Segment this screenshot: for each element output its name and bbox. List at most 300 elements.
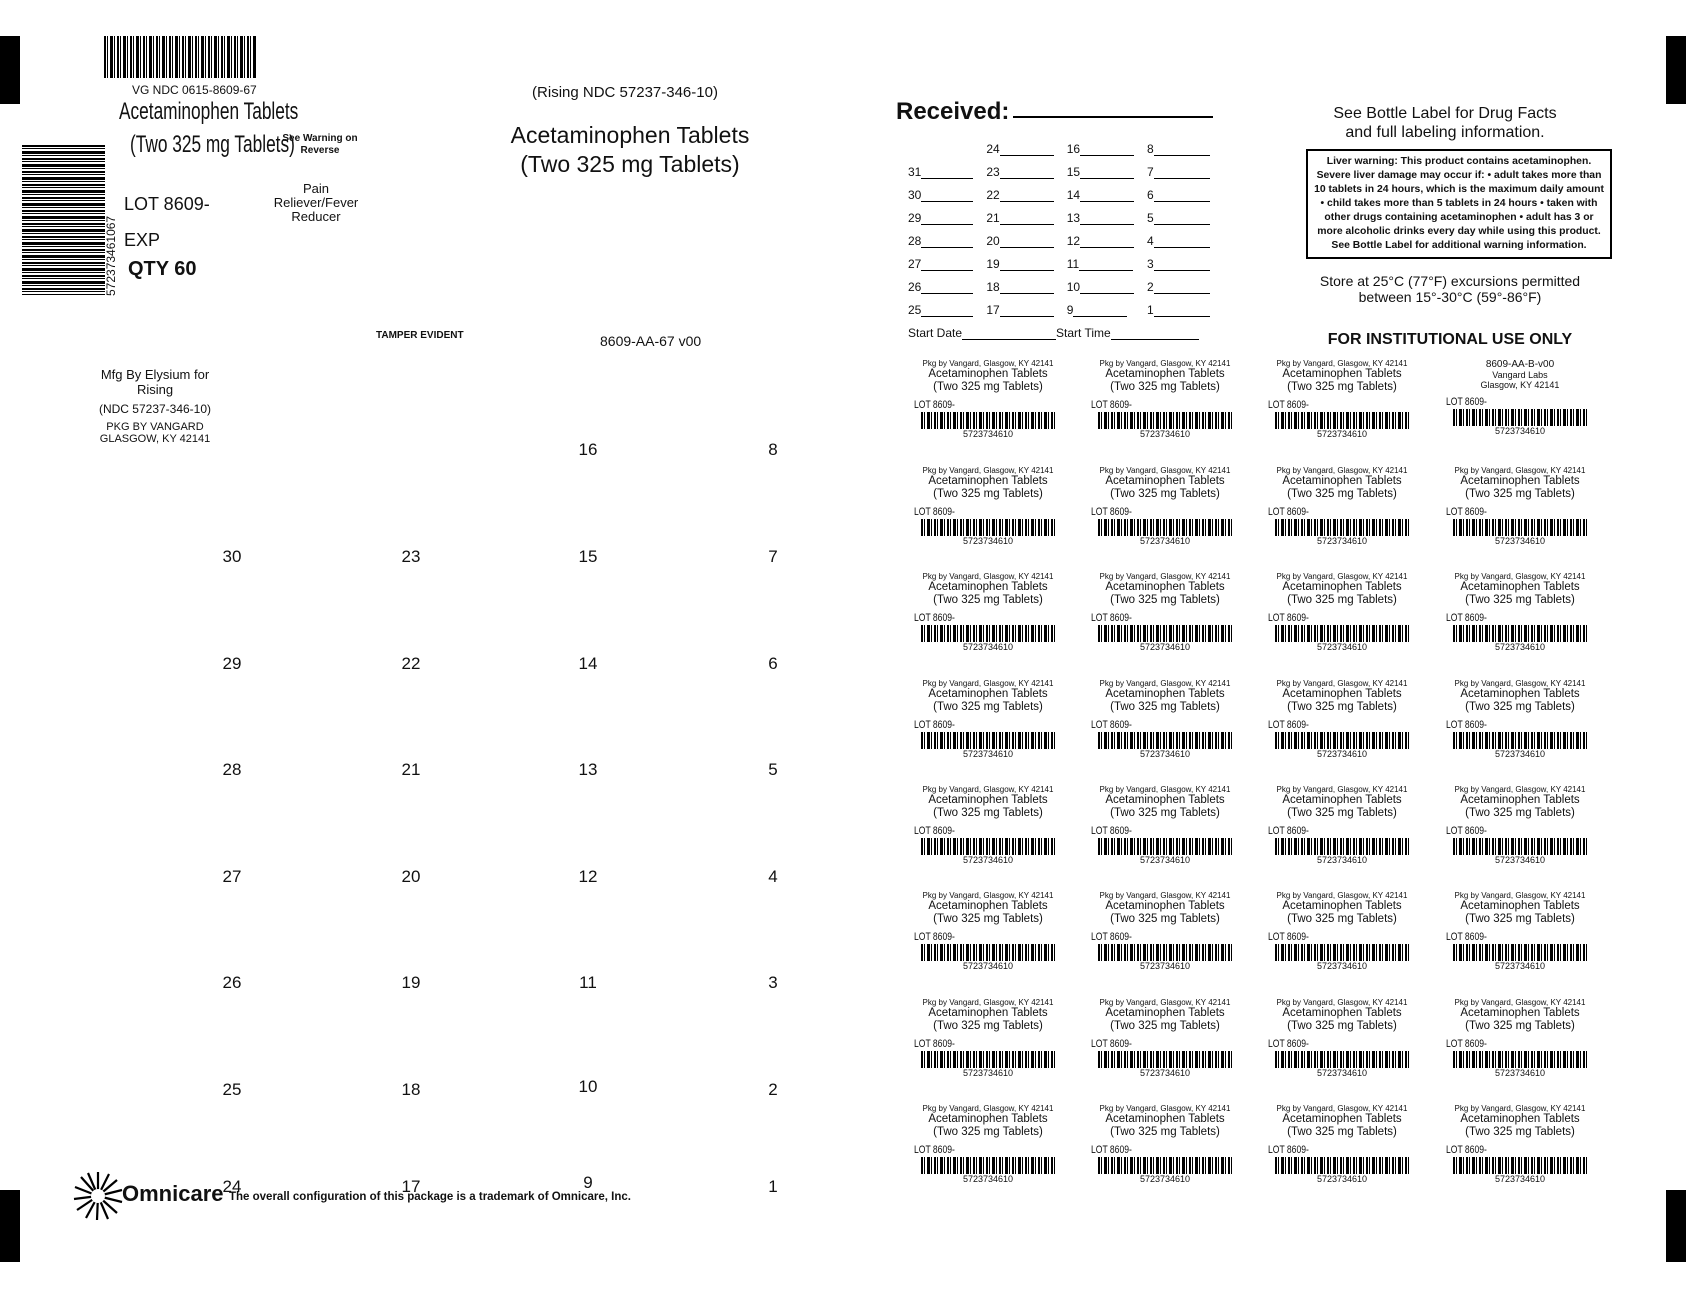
package-code: 8609-AA-67 v00 [600,333,702,349]
log-day: 9 [1066,303,1074,317]
sticker-pkg: Pkg by Vangard, Glasgow, KY 42141 [1276,891,1408,900]
sticker-pkg: Pkg by Vangard, Glasgow, KY 42141 [1099,891,1231,900]
label-sticker[interactable] [1262,891,1422,991]
sticker-barcode [921,944,1055,961]
sticker-pkg: Pkg by Vangard, Glasgow, KY 42141 [1454,891,1586,900]
sticker-barcode [1098,1051,1232,1068]
label-sticker[interactable] [1262,1104,1422,1204]
title-line2: (Two 325 mg Tablets) [520,151,740,177]
sticker-pkg: Pkg by Vangard, Glasgow, KY 42141 [1099,1104,1231,1113]
liver-warning-box [1306,149,1612,259]
log-cell [908,280,983,294]
sticker-name-line1: Acetaminophen Tablets [928,794,1048,806]
sticker-barcode [1098,519,1232,536]
log-day: 5 [1147,211,1154,225]
sticker-name-line2: (Two 325 mg Tablets) [1110,700,1220,713]
log-row-4 [908,211,1217,225]
sticker-pkg: Pkg by Vangard, Glasgow, KY 42141 [1099,359,1231,368]
sticker-name-line1: Acetaminophen Tablets [1282,475,1402,487]
sticker-name-line2: (Two 325 mg Tablets) [1465,1019,1575,1032]
log-day: 17 [986,303,1000,317]
sticker-pkg: Pkg by Vangard, Glasgow, KY 42141 [1454,679,1586,688]
sticker-barcode-number: 5723734610 [1316,536,1368,546]
log-cell [908,211,983,225]
log-line[interactable] [1154,212,1210,225]
sticker-pkg: Pkg by Vangard, Glasgow, KY 42141 [922,1104,1054,1113]
log-line[interactable] [1154,143,1210,156]
log-line[interactable] [1000,212,1054,225]
log-day: 26 [908,280,922,294]
sticker-barcode [1453,409,1587,426]
sticker-name-line1: Acetaminophen Tablets [928,900,1048,912]
vertical-barcode-digits: 57237346106 [104,222,118,296]
sticker-barcode [1098,1157,1232,1174]
received-label: Received: [896,98,1010,125]
day-8: 8 [768,440,778,459]
log-cell [986,303,1063,317]
sticker-name-line2: (Two 325 mg Tablets) [1287,1125,1397,1138]
sticker-barcode-number: 5723734610 [962,855,1014,865]
log-cell [986,234,1063,248]
sticker-barcode-number: 5723734610 [1139,961,1191,971]
registration-mark-top-right [1666,36,1686,104]
log-line[interactable] [921,166,973,179]
log-cell [986,165,1063,179]
sticker-name-line2: (Two 325 mg Tablets) [1287,1019,1397,1032]
log-line[interactable] [1000,189,1054,202]
day-16: 16 [578,440,598,459]
sticker-barcode [1453,519,1587,536]
sticker-name-line1: Acetaminophen Tablets [1105,475,1225,487]
sticker-barcode-number: 5723734610 [1139,429,1191,439]
log-line[interactable] [1154,281,1210,294]
log-day: 13 [1066,211,1081,225]
sticker-barcode [1453,732,1587,749]
day-10: 10 [578,1077,598,1096]
sticker-barcode [921,625,1055,642]
log-cell [908,303,983,317]
log-cell [908,257,983,271]
sticker-pkg: Pkg by Vangard, Glasgow, KY 42141 [1099,466,1231,475]
log-cell [1147,188,1217,202]
log-cell [1067,303,1144,317]
lot-number: LOT 8609- [124,194,210,214]
label-sticker[interactable] [908,998,1068,1098]
log-cell [1067,165,1144,179]
sticker-barcode-number: 5723734610 [1494,961,1546,971]
sticker-barcode-number: 5723734610 [1316,642,1368,652]
warning-line: more alcoholic drinks every day while using this product. [1317,226,1601,237]
label-sticker[interactable] [908,466,1068,566]
sticker-name-line2: (Two 325 mg Tablets) [1110,912,1220,925]
sticker-labs: Vangard Labs [1492,370,1548,380]
sticker-barcode-number: 5723734610 [1139,1068,1191,1078]
sticker-barcode [1275,625,1409,642]
sticker-name-line1: Acetaminophen Tablets [1460,1007,1580,1019]
sticker-pkg: Pkg by Vangard, Glasgow, KY 42141 [1454,998,1586,1007]
log-line[interactable] [1079,258,1133,271]
label-sticker[interactable] [908,891,1068,991]
received-line [1013,116,1213,118]
sticker-barcode [921,519,1055,536]
log-day: 8 [1147,142,1154,156]
label-sticker[interactable] [1085,785,1245,885]
sticker-lot: LOT 8609- [1446,1038,1487,1050]
sticker-pkg: Pkg by Vangard, Glasgow, KY 42141 [922,998,1054,1007]
sticker-barcode [921,838,1055,855]
sticker-pkg: Pkg by Vangard, Glasgow, KY 42141 [1099,679,1231,688]
sticker-lot: LOT 8609- [1268,399,1309,411]
sticker-barcode [1275,838,1409,855]
label-sticker[interactable] [1262,466,1422,566]
log-cell [1067,142,1144,156]
log-row-7 [908,280,1217,294]
sticker-lot: LOT 8609- [1446,1144,1487,1156]
sticker-name-line1: Acetaminophen Tablets [928,581,1048,593]
log-line[interactable] [1000,166,1054,179]
sticker-barcode-number: 5723734610 [1139,1174,1191,1184]
day-1: 1 [768,1177,778,1196]
product-use: Pain Reliever/Fever Reducer [273,181,359,224]
day-22: 22 [401,654,421,673]
log-day: 24 [986,142,1000,156]
sticker-barcode [921,1051,1055,1068]
log-line[interactable] [921,212,973,225]
label-sticker[interactable] [908,572,1068,672]
log-line[interactable] [1080,143,1134,156]
sticker-name-line1: Acetaminophen Tablets [1105,1007,1225,1019]
log-row-5 [908,234,1217,248]
sticker-name-line1: Acetaminophen Tablets [1282,581,1402,593]
vg-ndc: VG NDC 0615-8609-67 [132,83,257,97]
sticker-name-line1: Acetaminophen Tablets [1105,794,1225,806]
day-14: 14 [578,654,598,673]
label-sticker[interactable] [908,679,1068,779]
omnicare-sunburst-icon [72,1170,124,1222]
sticker-barcode [921,412,1055,429]
log-day: 14 [1066,188,1081,202]
sticker-pkg: Pkg by Vangard, Glasgow, KY 42141 [1454,785,1586,794]
label-sticker[interactable] [1085,998,1245,1098]
label-sticker[interactable] [1440,998,1600,1098]
drug-name-line2: (Two 325 mg Tablets) [130,131,295,158]
sticker-barcode [1453,1051,1587,1068]
log-line[interactable] [1000,258,1054,271]
log-cell [1067,188,1144,202]
label-sticker[interactable] [1262,679,1422,779]
sticker-name-line1: Acetaminophen Tablets [1282,1113,1402,1125]
sticker-name-line2: (Two 325 mg Tablets) [1465,593,1575,606]
sticker-barcode [1275,1051,1409,1068]
sticker-pkg: Pkg by Vangard, Glasgow, KY 42141 [922,679,1054,688]
sticker-lot: LOT 8609- [914,399,955,411]
title-line1: Acetaminophen Tablets [510,122,750,148]
log-row-8 [908,303,1217,317]
sticker-name-line1: Acetaminophen Tablets [1282,688,1402,700]
sticker-name-line1: Acetaminophen Tablets [928,1113,1048,1125]
label-sticker[interactable] [1262,359,1422,459]
label-sticker[interactable] [1440,1104,1600,1204]
label-sticker[interactable] [1085,466,1245,566]
log-line[interactable] [1154,235,1210,248]
log-line[interactable] [1154,166,1210,179]
sticker-name-line2: (Two 325 mg Tablets) [1465,487,1575,500]
sticker-barcode [1453,944,1587,961]
day-19: 19 [401,973,421,992]
label-sticker[interactable] [1262,572,1422,672]
mfg-line1: Mfg By Elysium for [100,367,210,382]
sticker-name-line2: (Two 325 mg Tablets) [1110,380,1220,393]
log-row-3 [908,188,1217,202]
log-line[interactable] [1154,304,1210,317]
log-line[interactable] [921,304,973,317]
sticker-barcode-number: 5723734610 [1494,855,1546,865]
sticker-barcode [1098,838,1232,855]
log-line[interactable] [1000,281,1054,294]
sticker-pkg: Pkg by Vangard, Glasgow, KY 42141 [922,359,1054,368]
log-cell [1147,257,1217,271]
warning-line: • child takes more than 5 tablets in 24 hours • taken with [1320,198,1598,209]
see-warning: See Warning on Reverse [282,133,358,156]
pkg-line2: GLASGOW, KY 42141 [99,433,211,445]
label-sticker[interactable] [1262,998,1422,1098]
sticker-barcode [1275,1157,1409,1174]
label-sticker[interactable] [1085,359,1245,459]
sticker-name-line1: Acetaminophen Tablets [1460,900,1580,912]
vertical-barcode-number [104,216,118,296]
sticker-pkg: Pkg by Vangard, Glasgow, KY 42141 [1099,785,1231,794]
log-line[interactable] [921,281,973,294]
sticker-barcode [1453,625,1587,642]
log-line[interactable] [1080,189,1134,202]
log-line[interactable] [1080,166,1134,179]
sticker-name-line2: (Two 325 mg Tablets) [1110,1019,1220,1032]
day-2: 2 [768,1080,778,1099]
start-date-line[interactable] [962,327,1056,340]
sticker-name-line1: Acetaminophen Tablets [928,1007,1048,1019]
storage-line2: between 15°-30°C (59°-86°F) [1358,289,1542,305]
top-barcode [104,36,256,78]
label-sticker[interactable] [1085,572,1245,672]
bottle-note [1300,104,1590,142]
sticker-pkg: Pkg by Vangard, Glasgow, KY 42141 [1276,679,1408,688]
sticker-barcode-number: 5723734610 [1494,1174,1546,1184]
sticker-lot: LOT 8609- [1268,612,1309,624]
log-cell [1067,257,1144,271]
sticker-name-line2: (Two 325 mg Tablets) [1287,380,1397,393]
sticker-name-line1: Acetaminophen Tablets [1282,368,1402,380]
day-21: 21 [401,760,421,779]
label-sticker[interactable] [1440,891,1600,991]
sticker-city: Glasgow, KY 42141 [1480,380,1560,390]
pkg-line1: PKG BY VANGARD [106,421,204,433]
sticker-lot: LOT 8609- [914,825,955,837]
sticker-lot: LOT 8609- [1446,825,1487,837]
warning-line: other drugs containing acetaminophen • adult has 3 or [1324,212,1594,223]
label-sticker[interactable] [908,359,1068,459]
log-line[interactable] [1154,258,1210,271]
log-cell [1147,165,1217,179]
day-25: 25 [222,1080,242,1099]
log-day: 1 [1147,303,1154,317]
sticker-pkg: Pkg by Vangard, Glasgow, KY 42141 [922,891,1054,900]
sticker-barcode-number: 5723734610 [1316,961,1368,971]
sticker-barcode-number: 5723734610 [1494,426,1546,436]
sticker-barcode [921,732,1055,749]
sticker-name-line2: (Two 325 mg Tablets) [933,487,1043,500]
log-cell [1147,280,1217,294]
log-day: 6 [1147,188,1154,202]
log-line[interactable] [921,235,973,248]
day-28: 28 [222,760,242,779]
sticker-lot: LOT 8609- [1091,1144,1132,1156]
log-day: 25 [908,303,922,317]
start-time-label: Start Time [1056,326,1111,340]
label-sticker[interactable] [1440,785,1600,885]
sticker-name-line2: (Two 325 mg Tablets) [1287,700,1397,713]
log-line[interactable] [921,189,973,202]
sticker-barcode-number: 5723734610 [1494,642,1546,652]
label-sticker[interactable] [1262,785,1422,885]
label-sticker[interactable] [1085,1104,1245,1204]
sticker-lot: LOT 8609- [1268,825,1309,837]
day-24: 24 [222,1177,242,1196]
log-line[interactable] [1073,304,1127,317]
log-line[interactable] [921,258,973,271]
sticker-barcode [921,1157,1055,1174]
sticker-barcode-number: 5723734610 [1316,429,1368,439]
sticker-name-line1: Acetaminophen Tablets [1460,475,1580,487]
sticker-lot: LOT 8609- [1091,1038,1132,1050]
log-cell [1147,303,1217,317]
warning-line: Liver warning: This product contains acetaminophen. [1326,156,1592,167]
sticker-lot: LOT 8609- [1091,399,1132,411]
log-line[interactable] [1000,235,1054,248]
sticker-pkg: Pkg by Vangard, Glasgow, KY 42141 [1276,785,1408,794]
log-day: 21 [986,211,1000,225]
log-row-6 [908,257,1217,271]
label-sticker[interactable] [908,785,1068,885]
sticker-name-line1: Acetaminophen Tablets [928,368,1048,380]
log-day: 30 [908,188,922,202]
quantity: QTY 60 [128,258,197,280]
day-11: 11 [579,973,597,992]
log-cell [1067,234,1144,248]
day-17: 17 [401,1177,421,1196]
log-day: 10 [1066,280,1081,294]
log-line[interactable] [1154,189,1210,202]
sticker-name-line2: (Two 325 mg Tablets) [933,912,1043,925]
label-sticker[interactable] [908,1104,1068,1204]
sticker-lot: LOT 8609- [1091,612,1132,624]
day-5: 5 [768,760,778,779]
log-cell [1067,211,1144,225]
log-day: 18 [986,280,1000,294]
bottle-note-line1: See Bottle Label for Drug Facts [1333,105,1557,122]
sticker-barcode [1275,944,1409,961]
day-26: 26 [222,973,242,992]
sticker-lot: LOT 8609- [914,612,955,624]
log-cell [986,188,1063,202]
sticker-name-line1: Acetaminophen Tablets [1282,900,1402,912]
manufacturer-info [60,367,250,445]
start-row [908,326,1199,340]
label-sticker[interactable] [1440,359,1600,459]
sticker-pkg: Pkg by Vangard, Glasgow, KY 42141 [1276,1104,1408,1113]
sticker-barcode-number: 5723734610 [1139,855,1191,865]
log-cell [1147,142,1217,156]
log-cell [908,234,983,248]
sticker-name-line2: (Two 325 mg Tablets) [1110,487,1220,500]
sticker-lot: LOT 8609- [914,719,955,731]
sticker-barcode-number: 5723734610 [962,429,1014,439]
sticker-name-line2: (Two 325 mg Tablets) [1110,593,1220,606]
start-time-line[interactable] [1111,327,1199,340]
log-cell [986,280,1063,294]
log-line[interactable] [1080,212,1134,225]
sticker-name-line1: Acetaminophen Tablets [1460,794,1580,806]
label-sticker[interactable] [1085,679,1245,779]
log-day: 19 [986,257,1000,271]
log-line[interactable] [1080,281,1134,294]
exp-date: EXP [124,230,161,250]
log-day: 22 [986,188,1000,202]
log-day: 3 [1147,257,1154,271]
label-sticker[interactable] [1440,572,1600,672]
day-6: 6 [768,654,778,673]
sticker-barcode-number: 5723734610 [962,1068,1014,1078]
sticker-lot: LOT 8609- [1446,612,1487,624]
label-sticker[interactable] [1440,679,1600,779]
sticker-pkg: Pkg by Vangard, Glasgow, KY 42141 [1099,572,1231,581]
registration-mark-bottom-right [1666,1190,1686,1262]
sticker-name-line1: Acetaminophen Tablets [1105,1113,1225,1125]
mfg-ndc: (NDC 57237-346-10) [98,402,212,416]
sticker-lot: LOT 8609- [1446,506,1487,518]
label-sticker[interactable] [1440,466,1600,566]
vertical-barcode-check-digit: 7 [104,215,118,223]
sticker-name-line1: Acetaminophen Tablets [1460,688,1580,700]
sticker-name-line1: Acetaminophen Tablets [1460,581,1580,593]
sticker-barcode-number: 5723734610 [1316,1068,1368,1078]
log-row-2 [908,165,1217,179]
sticker-lot: LOT 8609- [1091,719,1132,731]
drug-name-line1: Acetaminophen Tablets [119,98,299,125]
sticker-name-line1: Acetaminophen Tablets [928,688,1048,700]
sticker-name-line1: Acetaminophen Tablets [1105,581,1225,593]
day-23: 23 [401,547,421,566]
log-day: 12 [1066,234,1081,248]
sticker-barcode-number: 5723734610 [1316,749,1368,759]
sticker-lot: LOT 8609- [1091,825,1132,837]
label-sticker[interactable] [1085,891,1245,991]
sticker-barcode [1453,1157,1587,1174]
sticker-lot: LOT 8609- [914,506,955,518]
sticker-barcode-number: 5723734610 [1494,1068,1546,1078]
trademark-notice: The overall configuration of this package is a trademark of Omnicare, Inc. [229,1191,631,1203]
sticker-barcode-number: 5723734610 [1139,749,1191,759]
log-cell [1067,280,1144,294]
registration-mark-top-left [0,36,20,104]
sticker-lot: LOT 8609- [914,1144,955,1156]
day-30: 30 [222,547,242,566]
bottle-note-line2: and full labeling information. [1345,124,1545,141]
log-line[interactable] [1000,304,1054,317]
log-line[interactable] [1000,143,1054,156]
log-line[interactable] [1080,235,1134,248]
log-cell [986,257,1063,271]
sticker-lot: LOT 8609- [914,1038,955,1050]
